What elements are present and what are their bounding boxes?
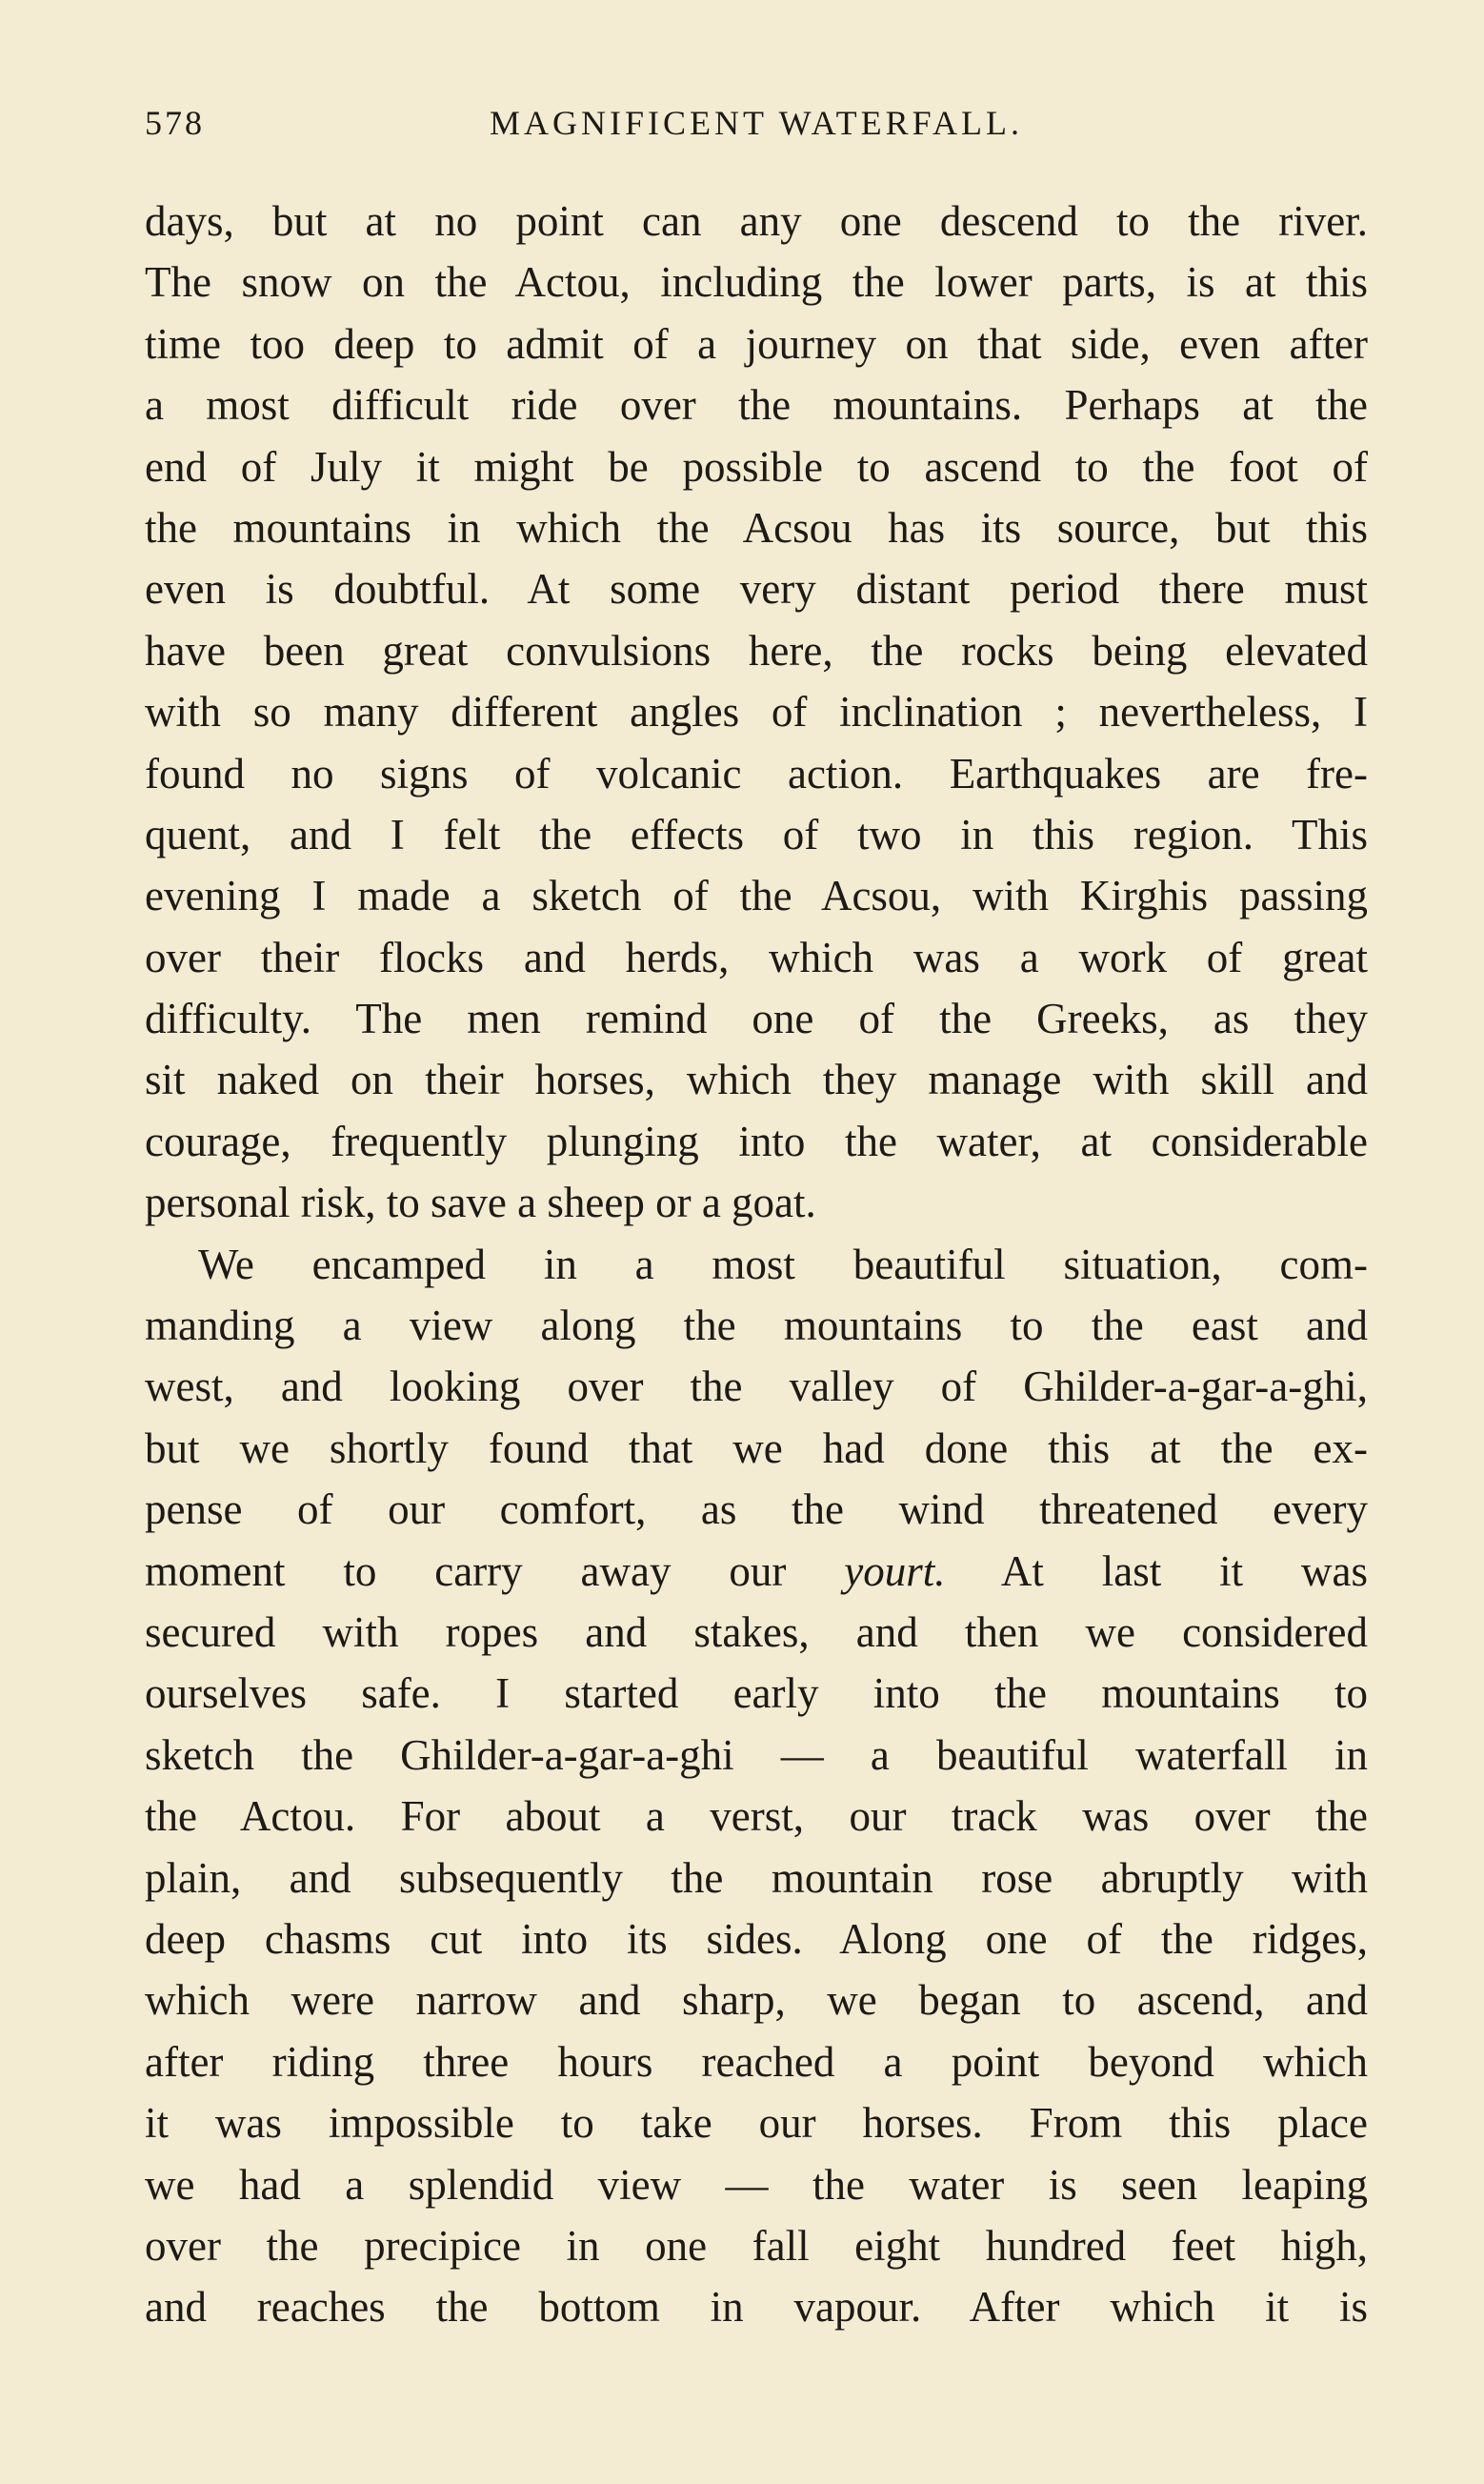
text-line: time too deep to admit of a journey on that side, even after bbox=[145, 319, 1368, 368]
body-text bbox=[145, 191, 1368, 2338]
running-head bbox=[145, 103, 1368, 151]
text-line: after riding three hours reached a point beyond which bbox=[145, 2037, 1368, 2086]
text-line: a most difficult ride over the mountains. Perhaps at the bbox=[145, 381, 1368, 430]
running-title: MAGNIFICENT WATERFALL. bbox=[489, 104, 1023, 142]
text-line: sit naked on their horses, which they manage with skill and bbox=[145, 1056, 1368, 1104]
text-line: it was impossible to take our horses. From this place bbox=[145, 2099, 1368, 2148]
paragraph-end-line: personal risk, to save a sheep or a goat. bbox=[145, 1179, 816, 1227]
text-line: pense of our comfort, as the wind threatened every bbox=[145, 1485, 1368, 1534]
text-line: evening I made a sketch of the Acsou, with Kirghis passing bbox=[145, 872, 1368, 920]
paragraph-start-line: We encamped in a most beautiful situation, com- bbox=[198, 1240, 1368, 1288]
text-line: with so many different angles of inclination ; nevertheless, I bbox=[145, 688, 1368, 737]
text-line: but we shortly found that we had done this at the ex- bbox=[145, 1424, 1368, 1472]
text-line: even is doubtful. At some very distant period there must bbox=[145, 565, 1368, 614]
text-line: days, but at no point can any one descend to the river. bbox=[145, 197, 1368, 245]
text-segment: At last it was bbox=[1000, 1546, 1368, 1595]
text-line: west, and looking over the valley of Ghilder-a-gar-a-ghi, bbox=[145, 1363, 1368, 1411]
text-line: manding a view along the mountains to the east and bbox=[145, 1302, 1368, 1350]
text-line: quent, and I felt the effects of two in this region. This bbox=[145, 810, 1368, 858]
text-line: which were narrow and sharp, we began to ascend, and bbox=[145, 1976, 1368, 2025]
emphasized-word: yourt. bbox=[844, 1546, 946, 1595]
text-line: courage, frequently plunging into the water, at considerable bbox=[145, 1117, 1368, 1165]
text-line: and reaches the bottom in vapour. After which it is bbox=[145, 2283, 1368, 2332]
text-line: end of July it might be possible to ascend to the foot of bbox=[145, 442, 1368, 491]
text-line: the Actou. For about a verst, our track was over the bbox=[145, 1792, 1368, 1841]
text-segment: moment to carry away our bbox=[145, 1546, 787, 1595]
text-line: secured with ropes and stakes, and then we considered bbox=[145, 1607, 1368, 1656]
text-line: ourselves safe. I started early into the mountains to bbox=[145, 1669, 1368, 1718]
text-line-with-emphasis bbox=[145, 1541, 1368, 1602]
text-line: difficulty. The men remind one of the Greeks, as they bbox=[145, 995, 1368, 1043]
text-line: over their flocks and herds, which was a work of great bbox=[145, 933, 1368, 981]
page-number: 578 bbox=[145, 104, 205, 142]
text-line: the mountains in which the Acsou has its source, but this bbox=[145, 503, 1368, 552]
text-line: have been great convulsions here, the rocks being elevated bbox=[145, 626, 1368, 675]
text-line: sketch the Ghilder-a-gar-a-ghi — a beautiful waterfall in bbox=[145, 1730, 1368, 1779]
text-line: we had a splendid view — the water is seen leaping bbox=[145, 2160, 1368, 2209]
text-line: The snow on the Actou, including the lower parts, is at this bbox=[145, 258, 1368, 307]
text-line: plain, and subsequently the mountain rose abruptly with bbox=[145, 1853, 1368, 1902]
text-line: over the precipice in one fall eight hundred feet high, bbox=[145, 2221, 1368, 2270]
text-line: found no signs of volcanic action. Earthquakes are fre- bbox=[145, 749, 1368, 798]
text-line: deep chasms cut into its sides. Along one of the ridges, bbox=[145, 1914, 1368, 1963]
